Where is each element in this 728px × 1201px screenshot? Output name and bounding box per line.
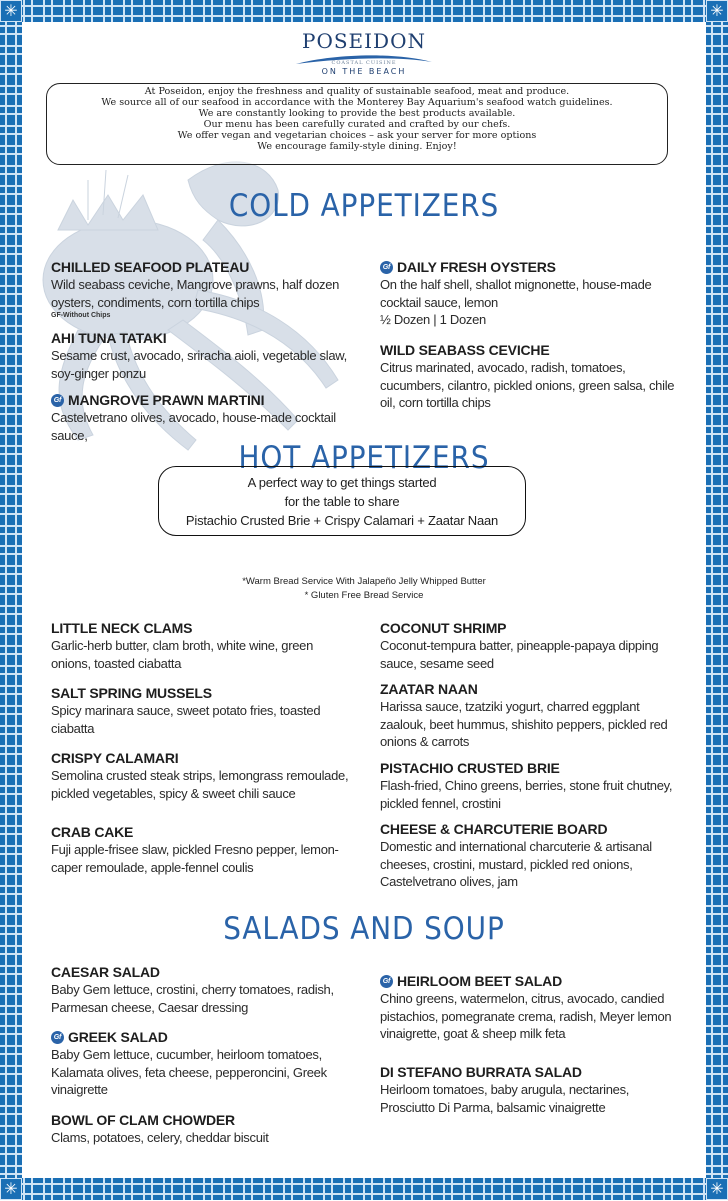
item-description: Baby Gem lettuce, crostini, cherry tomatoes, radish, Parmesan cheese, Caesar dressing [51, 982, 334, 1015]
item-description: Domestic and international charcuterie & artisanal cheeses, crostini, mustard, pickled red onions, Castelvetrano olives, jam [380, 839, 652, 889]
item-description: On the half shell, shallot mignonette, house-made cocktail sauce, lemon [380, 277, 652, 310]
intro-line: We encourage family-style dining. Enjoy! [257, 141, 457, 152]
greek-key-border-top [0, 0, 728, 22]
item-note: GF-Without Chips [51, 312, 111, 319]
star-ornament-icon: ✳ [0, 1178, 22, 1200]
restaurant-logo [22, 30, 706, 78]
menu-item [380, 259, 680, 329]
menu-item [380, 681, 680, 751]
item-description: Garlic-herb butter, clam broth, white wine, green onions, toasted ciabatta [51, 638, 314, 671]
menu-item [380, 1064, 680, 1116]
gluten-free-icon: Gf [51, 1031, 64, 1044]
item-description: Heirloom tomatoes, baby arugula, nectarines, Prosciutto Di Parma, balsamic vinaigrette [380, 1082, 630, 1115]
item-name: Gf MANGROVE PRAWN MARTINI [51, 392, 351, 409]
menu-item [51, 1029, 351, 1099]
section-title-hot-appetizers: HOT APPETIZERS [238, 440, 490, 476]
menu-item [380, 973, 680, 1043]
menu-item [51, 620, 351, 672]
menu-item [380, 760, 680, 812]
intro-line: At Poseidon, enjoy the freshness and quality of sustainable seafood, meat and produce. [144, 86, 570, 97]
menu-page [22, 22, 706, 1178]
item-name: Gf GREEK SALAD [51, 1029, 351, 1046]
menu-item [51, 259, 351, 320]
greek-key-border-bottom [0, 1178, 728, 1200]
star-ornament-icon: ✳ [706, 1178, 728, 1200]
greek-key-border-right [706, 22, 728, 1178]
brand-tagline: COASTAL CUISINE [331, 60, 397, 66]
share-line: A perfect way to get things started [247, 475, 437, 490]
item-name: CRISPY CALAMARI [51, 750, 179, 766]
menu-item [51, 750, 351, 802]
item-name: LITTLE NECK CLAMS [51, 620, 193, 636]
item-description: Harissa sauce, tzatziki yogurt, charred eggplant zaalouk, beet hummus, shishito peppers, pickled red onions & carrots [380, 699, 668, 749]
item-description: Coconut-tempura batter, pineapple-papaya dipping sauce, sesame seed [380, 638, 659, 671]
star-ornament-icon: ✳ [706, 0, 728, 22]
gluten-free-icon: Gf [380, 975, 393, 988]
item-description: Flash-fried, Chino greens, berries, stone fruit chutney, pickled fennel, crostini [380, 778, 673, 811]
section-title-salads-and-soup: SALADS AND SOUP [223, 911, 505, 947]
item-portion-options: ½ Dozen | 1 Dozen [380, 312, 486, 327]
share-line: Pistachio Crusted Brie + Crispy Calamari + Zaatar Naan [185, 513, 499, 528]
item-description: Castelvetrano olives, avocado, house-made cocktail sauce, [51, 410, 336, 443]
intro-line: We source all of our seafood in accordance with the Monterey Bay Aquarium's seafood watch guidelines. [101, 97, 613, 108]
brand-location: ON THE BEACH [321, 67, 407, 76]
menu-item [380, 620, 680, 672]
intro-line: We offer vegan and vegetarian choices – ask your server for more options [177, 130, 537, 141]
item-description: Fuji apple-frisee slaw, pickled Fresno pepper, lemon-caper remoulade, apple-fennel coulis [51, 842, 339, 875]
menu-item [51, 685, 351, 737]
intro-line: We are constantly looking to provide the best products available. [198, 108, 516, 119]
item-description: Sesame crust, avocado, sriracha aioli, vegetable slaw, soy-ginger ponzu [51, 348, 347, 381]
item-name: Gf HEIRLOOM BEET SALAD [380, 973, 680, 990]
item-description: Clams, potatoes, celery, cheddar biscuit [51, 1130, 269, 1145]
item-description: Semolina crusted steak strips, lemongrass remoulade, pickled vegetables, spicy & sweet chili sauce [51, 768, 349, 801]
section-title-cold-appetizers: COLD APPETIZERS [228, 188, 500, 224]
share-line: for the table to share [284, 494, 400, 509]
item-description: Wild seabass ceviche, Mangrove prawns, half dozen oysters, condiments, corn tortilla chips [51, 277, 340, 310]
item-description: Citrus marinated, avocado, radish, tomatoes, cucumbers, cilantro, pickled onions, green salsa, chile oil, corn tortilla chips [380, 360, 675, 410]
menu-item [380, 821, 680, 891]
item-name: CAESAR SALAD [51, 964, 160, 980]
bread-service-notes [22, 575, 706, 603]
menu-item [51, 1112, 351, 1147]
item-name: CRAB CAKE [51, 824, 134, 840]
item-description: Spicy marinara sauce, sweet potato fries, toasted ciabatta [51, 703, 321, 736]
share-suggestion-box [158, 466, 526, 536]
item-name: PISTACHIO CRUSTED BRIE [380, 760, 560, 776]
bread-note: * Gluten Free Bread Service [304, 590, 424, 601]
brand-name: POSEIDON [302, 29, 426, 53]
gluten-free-icon: Gf [51, 394, 64, 407]
intro-box [46, 83, 668, 165]
menu-item [51, 392, 351, 444]
item-name: WILD SEABASS CEVICHE [380, 342, 550, 358]
item-description: Baby Gem lettuce, cucumber, heirloom tomatoes, Kalamata olives, feta cheese, pepperoncini, Greek vinaigrette [51, 1047, 327, 1097]
item-name: CHEESE & CHARCUTERIE BOARD [380, 821, 608, 837]
item-name: AHI TUNA TATAKI [51, 330, 167, 346]
item-name: BOWL OF CLAM CHOWDER [51, 1112, 235, 1128]
item-name: Gf DAILY FRESH OYSTERS [380, 259, 680, 276]
bread-note: *Warm Bread Service With Jalapeño Jelly Whipped Butter [242, 576, 486, 587]
item-name: ZAATAR NAAN [380, 681, 478, 697]
item-name: COCONUT SHRIMP [380, 620, 507, 636]
item-name: DI STEFANO BURRATA SALAD [380, 1064, 582, 1080]
gluten-free-icon: Gf [380, 261, 393, 274]
item-description: Chino greens, watermelon, citrus, avocado, candied pistachios, pomegranate crema, radish, Meyer lemon vinaigrette, goat & sheep milk feta [380, 991, 672, 1041]
menu-item [51, 964, 351, 1016]
menu-item [51, 330, 351, 382]
intro-line: Our menu has been carefully curated and crafted by our chefs. [203, 119, 511, 130]
item-name: SALT SPRING MUSSELS [51, 685, 212, 701]
menu-item [51, 824, 351, 876]
menu-item [380, 342, 680, 412]
item-name: CHILLED SEAFOOD PLATEAU [51, 259, 250, 275]
star-ornament-icon: ✳ [0, 0, 22, 22]
